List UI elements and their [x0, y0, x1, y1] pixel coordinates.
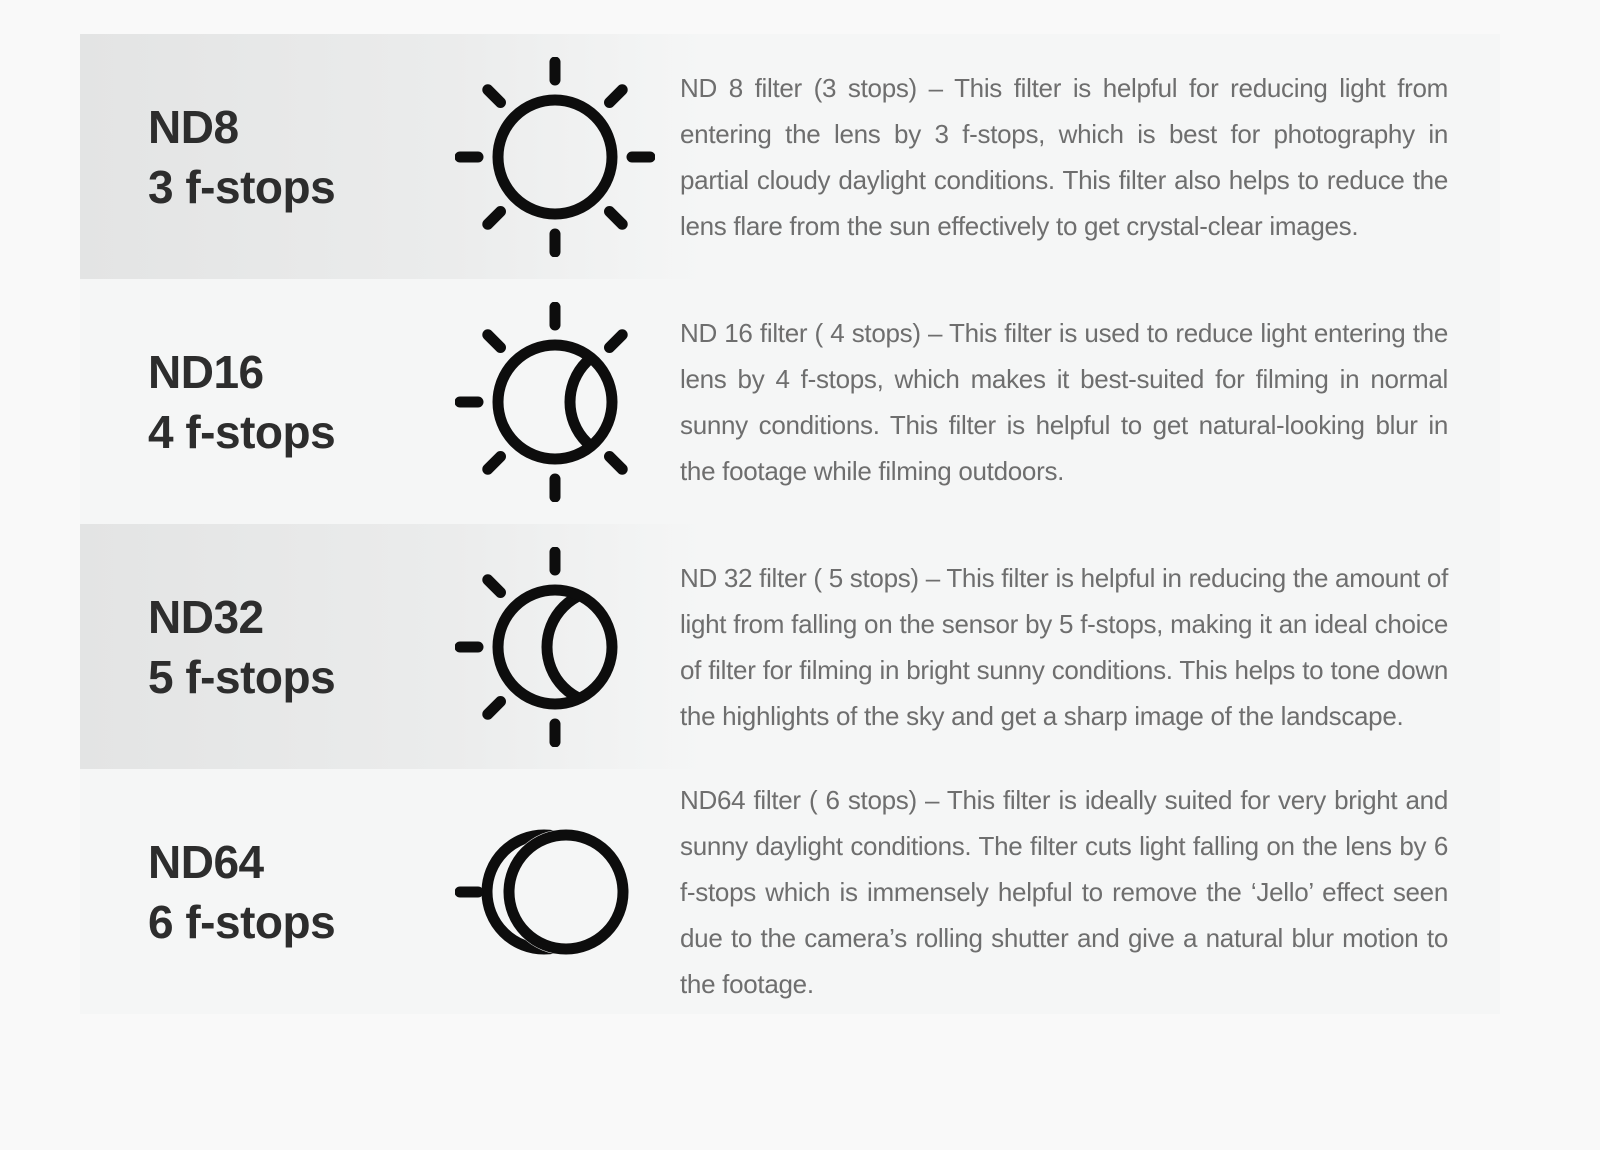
- filter-row-nd16: [80, 279, 1500, 524]
- filter-title: [148, 342, 450, 462]
- filter-name: ND64: [148, 835, 264, 888]
- filter-title: [148, 587, 450, 707]
- filter-name: ND16: [148, 345, 264, 398]
- filter-title: [148, 832, 450, 952]
- nd-filter-guide: [80, 34, 1500, 1014]
- sun-icon: [450, 57, 660, 257]
- filter-row-nd8: [80, 34, 1500, 279]
- filter-stops: 3 f-stops: [148, 160, 336, 213]
- filter-title: [148, 97, 450, 217]
- filter-name: ND8: [148, 100, 239, 153]
- sun-partial-eclipse-icon: [450, 302, 660, 502]
- filter-name: ND32: [148, 590, 264, 643]
- filter-stops: 6 f-stops: [148, 895, 336, 948]
- filter-row-nd64: [80, 769, 1500, 1014]
- filter-description: ND 16 filter ( 4 stops) – This filter is used to reduce light entering the lens by 4 f-stops, which makes it best-suited for filming in normal sunny conditions. This filter is helpful to get natural-looking blur in the footage while filming outdoors.: [680, 317, 1448, 486]
- sun-near-total-eclipse-icon: [450, 792, 660, 992]
- filter-description: ND 32 filter ( 5 stops) – This filter is helpful in reducing the amount of light from falling on the sensor by 5 f-stops, making it an ideal choice of filter for filming in bright sunny conditions. This helps to tone down the highlights of the sky and get a sharp image of the landscape.: [680, 562, 1448, 731]
- filter-row-nd32: [80, 524, 1500, 769]
- filter-stops: 5 f-stops: [148, 650, 336, 703]
- filter-description: ND 8 filter (3 stops) – This filter is helpful for reducing light from entering the lens by 3 f-stops, which is best for photography in partial cloudy daylight conditions. This filter also helps to reduce the lens flare from the sun effectively to get crystal-clear images.: [680, 72, 1448, 241]
- filter-description: ND64 filter ( 6 stops) – This filter is ideally suited for very bright and sunny daylight conditions. The filter cuts light falling on the lens by 6 f-stops which is immensely helpful to remove the ‘Jello’ effect seen due to the camera’s rolling shutter and give a natural blur motion to the footage.: [680, 784, 1448, 999]
- sun-half-eclipse-icon: [450, 547, 660, 747]
- filter-stops: 4 f-stops: [148, 405, 336, 458]
